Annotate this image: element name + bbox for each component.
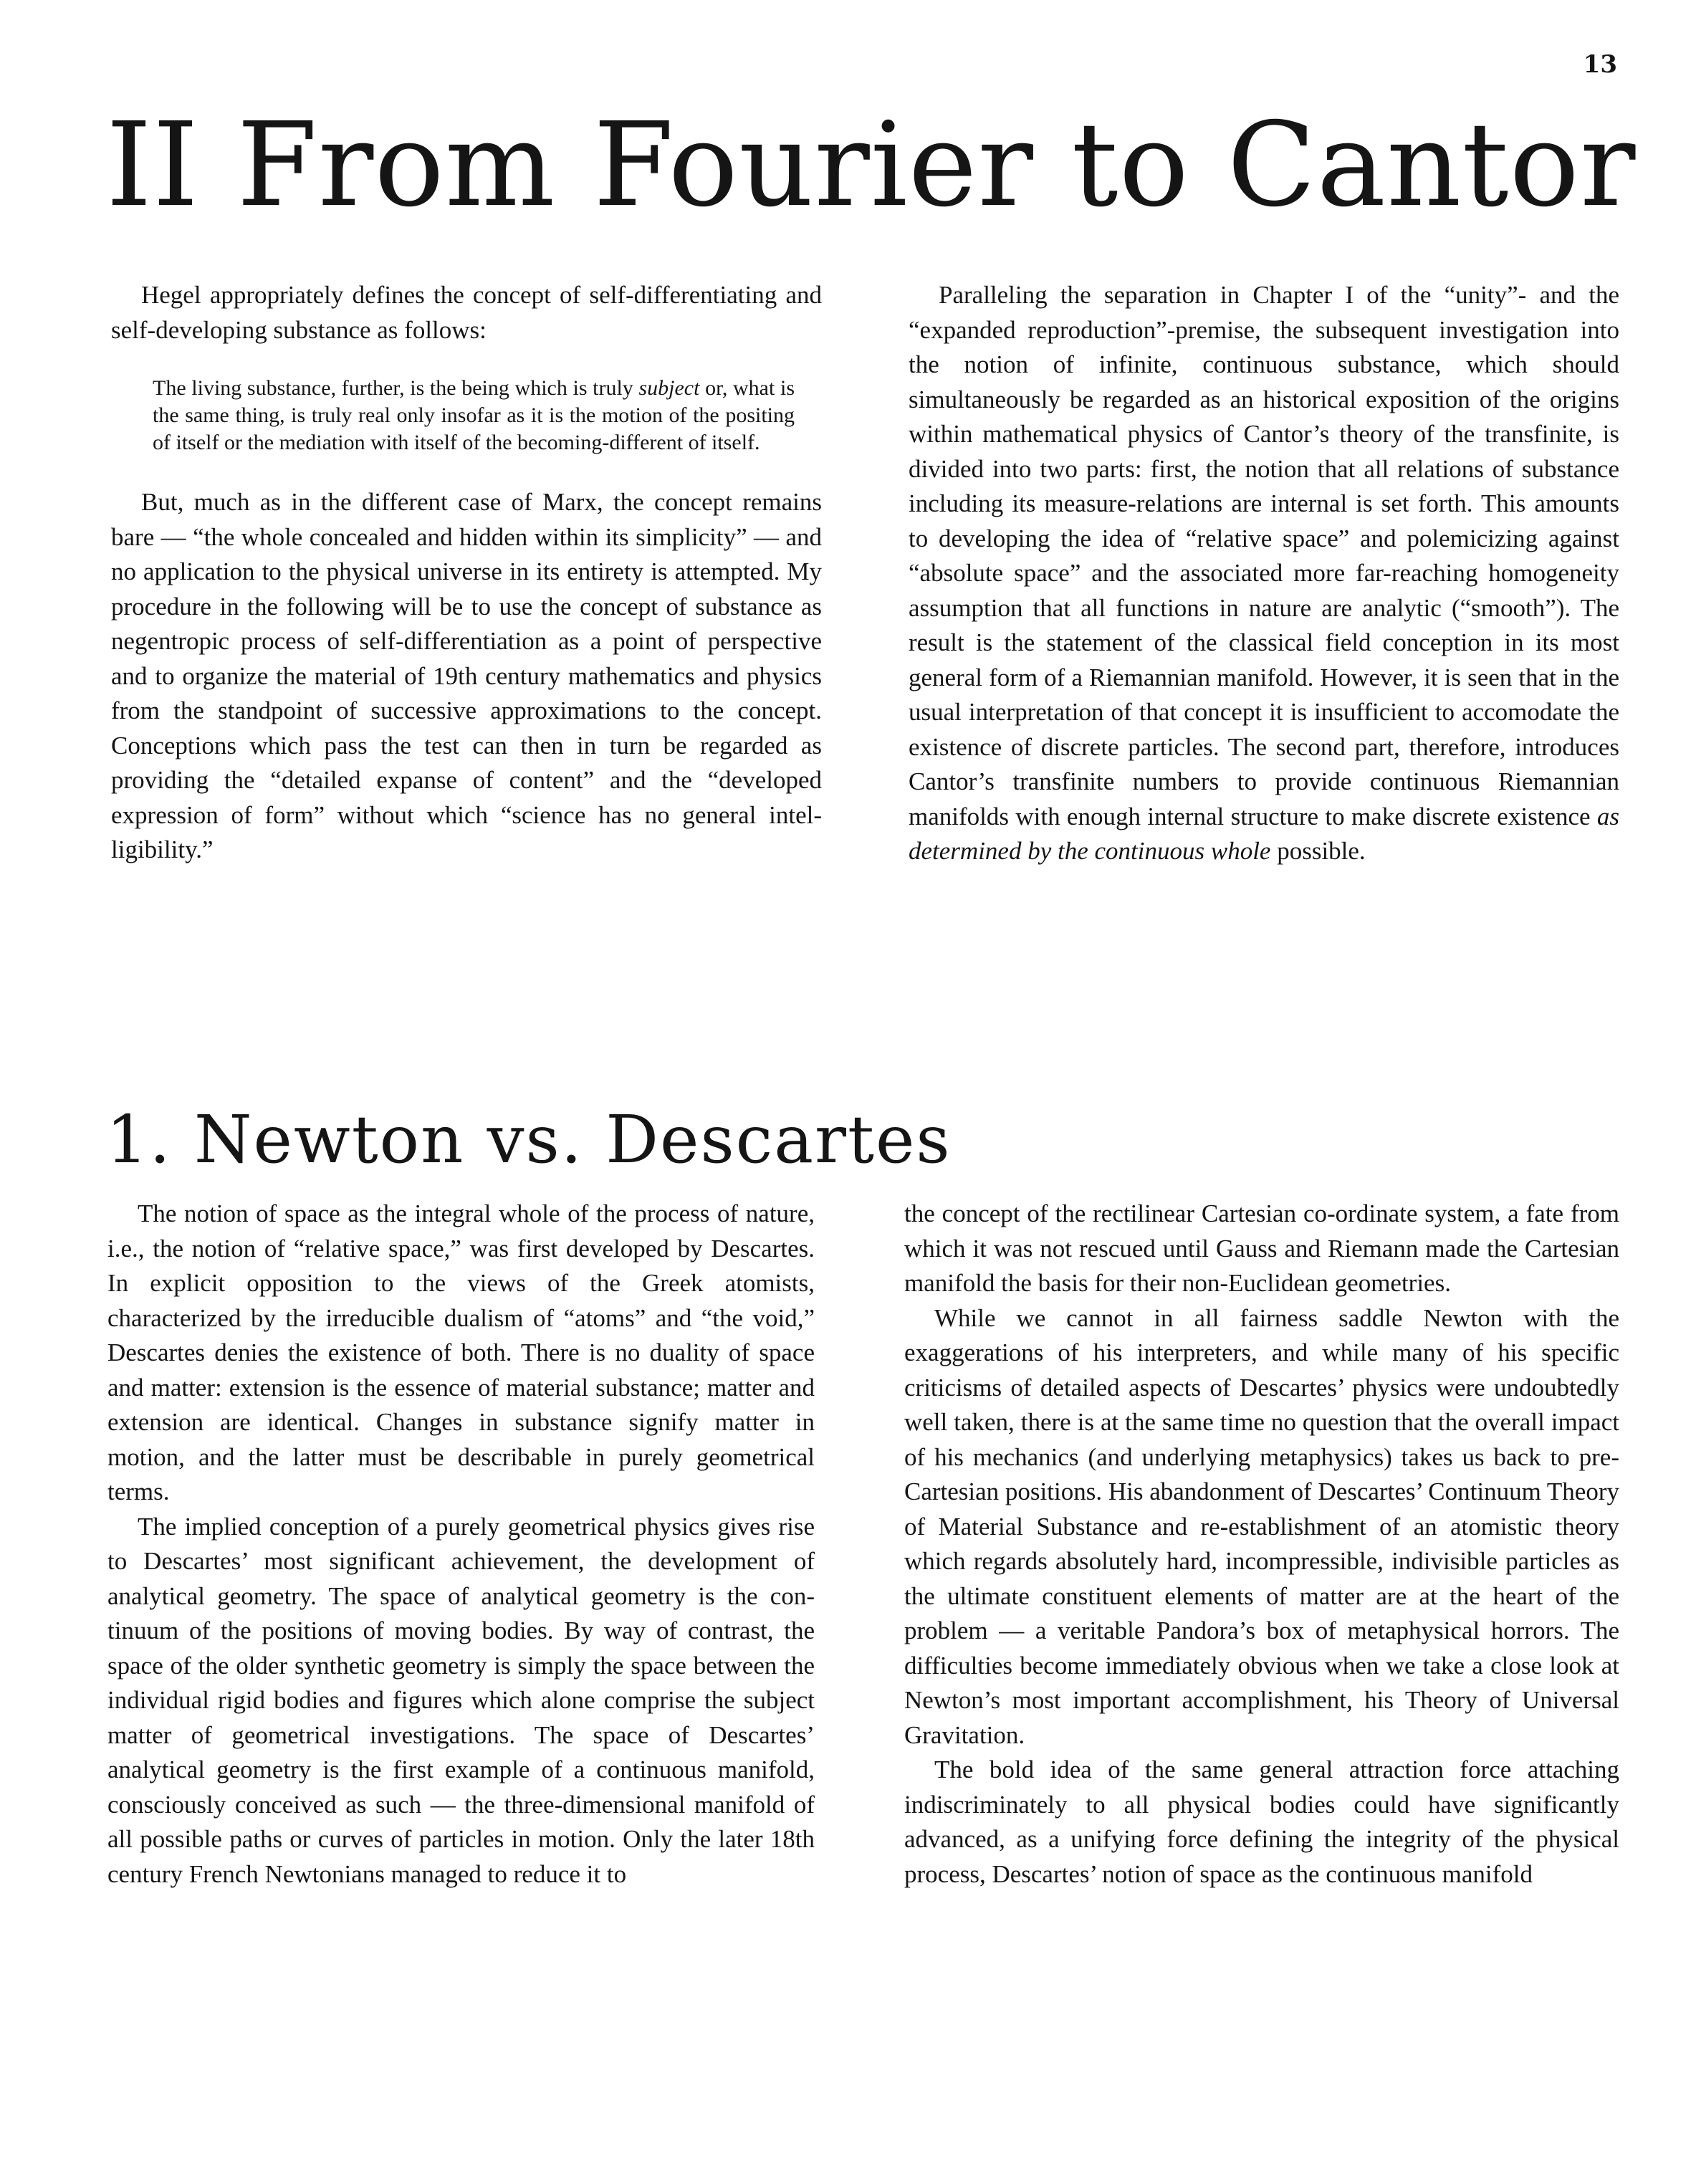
quote-text-start: The living substance, further, is the being which is truly: [153, 376, 639, 400]
hegel-quote: [153, 375, 795, 456]
section-paragraph-4: While we cannot in all fairness saddle Newton with the exaggerations of his interpreters, and while many of his specific criticisms of detailed aspects of Descartes’ physics were undoubtedly well taken, there is at the same time no question that the overall impact of his mechanics (and underlying metaphysics) takes us back to pre-Cartesian positions. His abandonment of Descartes’ Continuum Theory of Material Substance and re-establishment of an atomistic theory which regards absolutely hard, incompressible, indivisible particles as the ultimate constituent elements of matter are at the heart of the problem — a veritable Pandora’s box of metaphysical horrors. The difficulties become immediately obvious when we take a close look at Newton’s most important accomplishment, his Theory of Universal Gravitation.: [904, 1303, 1619, 1749]
section-title: 1. Newton vs. Descartes: [106, 1101, 952, 1178]
intro-paragraph-3: [909, 278, 1619, 869]
section-right-column: [904, 1197, 1619, 1892]
intro-paragraph-1: Hegel appropriately defines the concept of self-differentiating and self-developing substance as follows:: [111, 281, 822, 344]
section-left-column: [107, 1197, 815, 1892]
section-paragraph-5: The bold idea of the same general attraction force attaching indiscriminately to all physical bodies could have significantly advanced, as a unifying force defining the integrity of the physical process, Descartes’ notion of space as the continuous manifold: [904, 1756, 1619, 1888]
chapter-title: II From Fourier to Cantor: [106, 98, 1637, 233]
intro-p3-emphasis: as determined by the continuous whole: [909, 802, 1619, 865]
intro-right-column: [909, 278, 1619, 869]
intro-paragraph-2: But, much as in the different case of Marx, the concept remains bare — “the whole concealed and hidden within its simplicity” — and no application to the physical universe in its entirety is attempted. My procedure in the following will be to use the concept of substance as negentropic process of self-differentiation as a point of perspective and to organize the material of 19th century mathematics and physics from the standpoint of successive approximations to the concept. Conceptions which pass the test can then in turn be regarded as providing the “detailed expanse of content” and the “developed expression of form” without which “science has no general intelligibility.”: [111, 488, 822, 863]
intro-p3-end: possible.: [1270, 837, 1366, 865]
quote-emphasis: subject: [638, 376, 700, 400]
section-paragraph-3: the concept of the rectilinear Cartesian co-ordinate system, a fate from which it was not rescued until Gauss and Riemann made the Cartesian manifold the basis for their non-Euclidean geometries.: [904, 1199, 1619, 1297]
quote-text-end: or, what is the same thing, is truly real only insofar as it is the motion of the positing of itself or the mediation with itself of the becoming-different of itself.: [153, 376, 795, 454]
page-number: 13: [1583, 50, 1617, 79]
intro-left-column: [111, 278, 822, 868]
intro-p3-text: Paralleling the separation in Chapter I of the “unity”- and the “expanded reproduction”-premise, the subsequent investigation into the notion of infinite, continuous substance, which should simultaneously be regarded as an historical exposition of the origins within mathematical physics of Cantor’s theory of the transfinite, is divided into two parts: first, the notion that all relations of substance including its measure-relations are internal is set forth. This amounts to developing the idea of “relative space” and polemicizing against “absolute space” and the associated more far-reaching homogeneity assumption that all functions in nature are analytic (“smooth”). The result is the statement of the classical field conception in its most general form of a Riemannian manifold. However, it is seen that in the usual interpretation of that concept it is insufficient to accomodate the existence of discrete particles. The second part, therefore, introduces Cantor’s transfinite numbers to provide continuous Riemannian manifolds with enough internal structure to make discrete existence: [909, 281, 1619, 830]
section-paragraph-2: The implied conception of a purely geometrical physics gives rise to Descartes’ most significant achievement, the development of analytical geometry. The space of analytical geometry is the continuum of the positions of moving bodies. By way of contrast, the space of the older synthetic geometry is simply the space between the individual rigid bodies and figures which alone comprise the subject matter of geometrical investigations. The space of Descartes’ analytical geometry is the first example of a continuous manifold, consciously conceived as such — the three-dimensional manifold of all possible paths or curves of particles in motion. Only the later 18th century French Newtonians managed to reduce it to: [107, 1512, 815, 1888]
section-paragraph-1: The notion of space as the integral whole of the process of nature, i.e., the notion of “relative space,” was first developed by Descartes. In explicit opposition to the views of the Greek atomists, characterized by the irreducible dualism of “atoms” and “the void,” Descartes denies the existence of both. There is no duality of space and matter: extension is the essence of material substance; matter and extension are identical. Changes in substance signify matter in motion, and the latter must be describable in purely geometrical terms.: [107, 1199, 815, 1505]
